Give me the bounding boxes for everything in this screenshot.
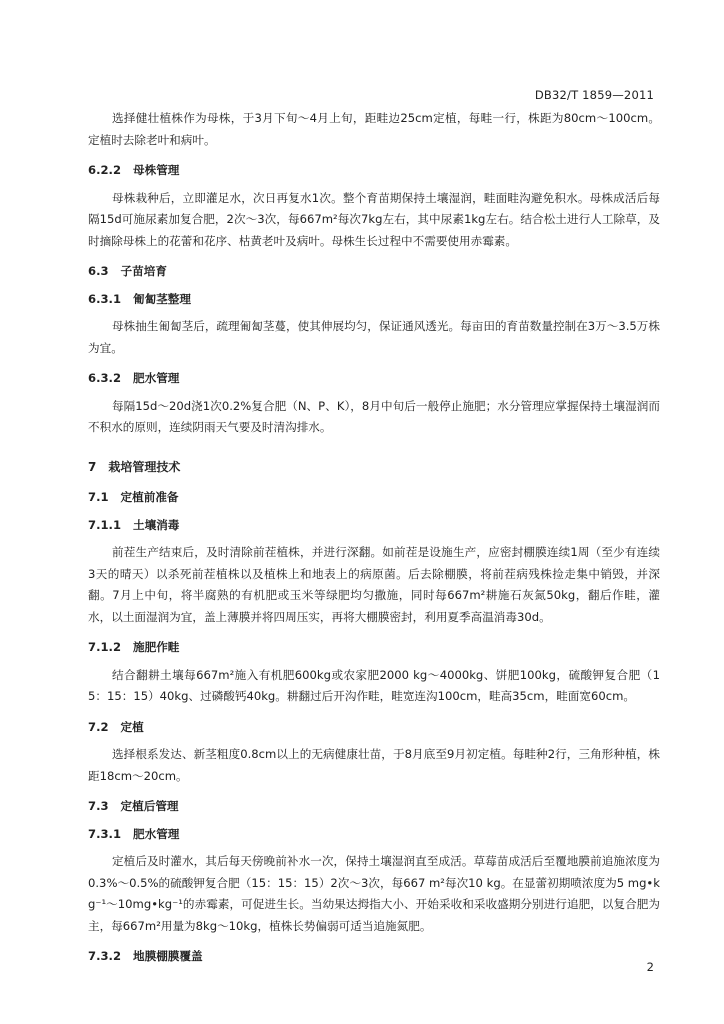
section-title: 地膜棚膜覆盖 [133, 949, 203, 963]
document-body [88, 108, 660, 968]
section-title: 定植后管理 [120, 799, 179, 813]
paragraph: 母株抽生匍匐茎后，疏理匍匐茎蔓，使其伸展均匀，保证通风透光。每亩田的育苗数量控制在3万～3.5万株为宜。 [88, 319, 660, 355]
section-number: 6.3.2 [88, 371, 122, 385]
section-title: 肥水管理 [133, 826, 180, 841]
section-title: 定植前准备 [120, 490, 179, 504]
section-title: 匍匐茎整理 [133, 291, 191, 306]
page-number: 2 [646, 960, 654, 974]
paragraph: 定植后及时灌水，其后每天傍晚前补水一次，保持土壤湿润直至成活。草莓苗成活后至覆地膜前追施浓度为0.3%～0.5%的硫酸钾复合肥（15：15：15）2次～3次，每667 m²每次10 kg。在显蕾初期喷浓度为5 mg•kg⁻¹～10mg•kg⁻¹的赤霉素，可促进生长。当幼果达拇指大小、开始采收和采收盛期分别进行追肥，以复合肥为主，每667m²用量为8kg～10kg，植株长势偏弱可适当追施氮肥。 [88, 854, 660, 933]
paragraph: 每隔15d～20d浇1次0.2%复合肥（N、P、K），8月中旬后一般停止施肥；水分管理应掌握保持土壤湿润而不积水的原则，连续阴雨天气要及时清沟排水。 [88, 398, 660, 434]
section-heading-6-2-2 [88, 160, 660, 182]
section-heading-7-3 [88, 796, 660, 818]
section-heading-6-3 [88, 261, 660, 283]
section-title: 定植 [120, 719, 144, 734]
section-heading-6-3-1 [88, 289, 660, 311]
section-number: 7.1.1 [88, 517, 122, 532]
section-number: 7.1.2 [88, 640, 122, 654]
section-number: 7 [88, 459, 97, 474]
section-title: 肥水管理 [133, 371, 180, 385]
paragraph: 母株栽种后，立即灌足水，次日再复水1次。整个育苗期保持土壤湿润，畦面畦沟避免积水。母株成活后每隔15d可施尿素加复合肥，2次～3次，每667m²每次7kg左右，其中尿素1kg左右。结合松土进行人工除草，及时摘除母株上的花蕾和花序、枯黄老叶及病叶。母株生长过程中不需要使用赤霉素。 [88, 190, 660, 248]
section-number: 7.3 [88, 799, 109, 813]
section-number: 6.2.2 [88, 163, 122, 177]
section-number: 7.3.2 [88, 949, 122, 963]
section-title: 栽培管理技术 [108, 459, 181, 474]
section-heading-7-3-2 [88, 946, 660, 968]
section-heading-7-3-1 [88, 824, 660, 846]
paragraph: 选择根系发达、新茎粗度0.8cm以上的无病健康壮苗，于8月底至9月初定植。每畦种2行，三角形种植，株距18cm～20cm。 [88, 747, 660, 783]
section-number: 6.3.1 [88, 291, 122, 306]
section-heading-7-1 [88, 487, 660, 509]
paragraph: 前茬生产结束后，及时清除前茬植株，并进行深翻。如前茬是设施生产，应密封棚膜连续1周（至少有连续3天的晴天）以杀死前茬植株以及植株上和地表上的病原菌。后去除棚膜，将前茬病残株捡走集中销毁，并深翻。7月上中旬，将半腐熟的有机肥或玉米等绿肥均匀撒施，同时每667m²耕施石灰氮50kg，翻后作畦，灌水，以土面湿润为宜，盖上薄膜并将四周压实，再将大棚膜密封，利用夏季高温消毒30d。 [88, 545, 660, 624]
chapter-heading-7 [88, 457, 660, 479]
paragraph: 选择健壮植株作为母株，于3月下旬～4月上旬，距畦边25cm定植，每畦一行，株距为80cm～100cm。定植时去除老叶和病叶。 [88, 111, 660, 147]
section-number: 7.1 [88, 490, 109, 504]
section-heading-7-1-2 [88, 637, 660, 659]
section-heading-7-1-1 [88, 515, 660, 537]
document-code: DB32/T 1859—2011 [534, 88, 654, 102]
section-title: 母株管理 [133, 163, 180, 177]
section-heading-7-2 [88, 717, 660, 739]
section-title: 施肥作畦 [133, 640, 180, 654]
section-title: 子苗培育 [120, 264, 167, 278]
section-heading-6-3-2 [88, 368, 660, 390]
section-number: 7.2 [88, 719, 109, 734]
section-title: 土壤消毒 [133, 517, 180, 532]
paragraph: 结合翻耕土壤每667m²施入有机肥600kg或农家肥2000 kg～4000kg、饼肥100kg，硫酸钾复合肥（15：15：15）40kg、过磷酸钙40kg。耕翻过后开沟作畦，畦宽连沟100cm，畦高35cm，畦面宽60cm。 [88, 667, 660, 703]
section-number: 7.3.1 [88, 826, 122, 841]
section-number: 6.3 [88, 264, 109, 278]
